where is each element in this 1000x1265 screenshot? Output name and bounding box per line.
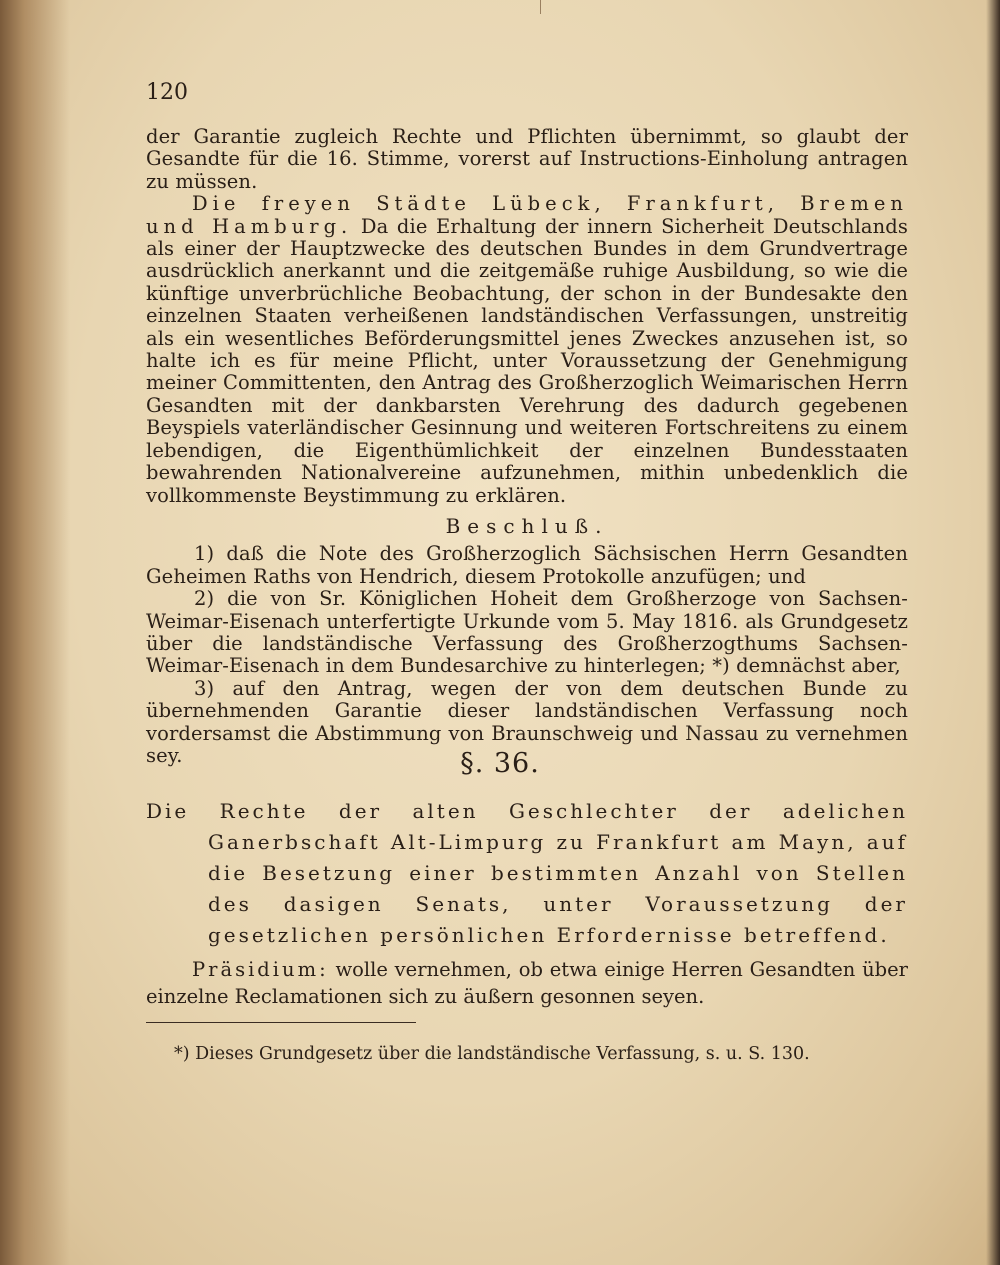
- section-title-text: Die Rechte der alten Geschlechter der adelichen Ganerbschaft Alt-Limpurg zu Frankfurt am Mayn, auf die Besetzung einer bestimmten Anzahl von Stellen des dasigen Senats, unter Voraussetzung der gesetzlichen persönlichen Erfordernisse betreffend.: [146, 799, 908, 947]
- continuation-paragraph: der Garantie zugleich Rechte und Pflichten übernimmt, so glaubt der Gesandte für die 16. Stimme, vorerst auf Instructions-Einholung antragen zu müssen.: [146, 125, 908, 193]
- resolution-item-1: 1) daß die Note des Großherzoglich Sächsischen Herrn Gesandten Geheimen Raths von Hendrich, diesem Protokolle anzufügen; und: [146, 542, 908, 588]
- resolution-item-3: 3) auf den Antrag, wegen der von dem deutschen Bunde zu übernehmenden Garantie dieser landständischen Verfassung noch vordersamst die Abstimmung von Braunschweig und Nassau zu vernehmen sey.: [146, 676, 908, 767]
- section-number: §. 36.: [460, 748, 540, 779]
- page-number: 120: [146, 80, 188, 105]
- footnote-divider: [146, 1022, 416, 1023]
- praesidium-paragraph: [146, 956, 908, 1010]
- main-text: [146, 126, 908, 767]
- praesidium-text: wolle vernehmen, ob etwa einige Herren Gesandten über einzelne Reclamationen sich zu äußern gesonnen seyen.: [146, 958, 909, 1008]
- cities-paragraph: [146, 193, 908, 507]
- resolution-heading: Beschluß.: [445, 513, 609, 538]
- page-mark: [540, 0, 541, 14]
- resolution-list: [146, 543, 908, 767]
- cities-text: Da die Erhaltung der innern Sicherheit Deutschlands als einer der Hauptzwecke des deutschen Bundes in dem Grundvertrage ausdrücklich anerkannt und die zeitgemäße ruhige Ausbildung, so wie die künftige unverbrüchliche Beobachtung, der schon in der Bundesakte den einzelnen Staaten verheißenen landständischen Verfassungen, unstreitig als ein wesentliches Beförderungsmittel jenes Zweckes anzusehen ist, so halte ich es für meine Pflicht, unter Voraussetzung der Genehmigung meiner Committenten, den Antrag des Großherzoglich Weimarischen Herrn Gesandten mit der dankbarsten Verehrung des dadurch gegebenen Beyspiels vaterländischer Gesinnung und weiteren Fortschreitens zu einem lebendigen, die Eigenthümlichkeit der einzelnen Bundesstaaten bewahrenden Nationalvereine aufzunehmen, mithin unbedenklich die vollkommenste Beystimmung zu erklären.: [146, 214, 909, 507]
- praesidium-lead: Präsidium:: [192, 958, 329, 981]
- resolution-item-2: 2) die von Sr. Königlichen Hoheit dem Großherzoge von Sachsen-Weimar-Eisenach unterfertigte Urkunde vom 5. May 1816. als Grundgesetz über die landständische Verfassung des Großherzogthums Sachsen-Weimar-Eisenach in dem Bundesarchive zu hinterlegen; *) demnächst aber,: [146, 587, 908, 678]
- footnote: *) Dieses Grundgesetz über die landständische Verfassung, s. u. S. 130.: [174, 1044, 810, 1064]
- section-title: [146, 796, 908, 951]
- cities-lead: Die freyen Städte Lübeck, Frankfurt, Bremen und Hamburg.: [146, 192, 908, 238]
